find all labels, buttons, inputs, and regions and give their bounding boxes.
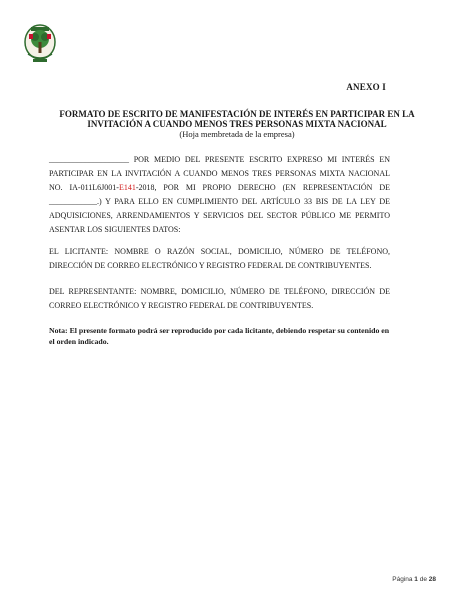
name-blank: ____________________	[49, 155, 129, 164]
document-title	[40, 109, 434, 129]
bidder-paragraph: EL LICITANTE: NOMBRE O RAZÓN SOCIAL, DOMICILIO, NÚMERO DE TELÉFONO, DIRECCIÓN DE CORREO ELECTRÓNICO Y REGISTRO FEDERAL DE CONTRIBUYENTES.	[49, 247, 390, 270]
declaration-paragraph: ____________________ POR MEDIO DEL PRESENTE ESCRITO EXPRESO MI INTERÉS EN PARTICIPAR EN LA INVITACIÓN A CUANDO MENOS TRES PERSONAS MIXTA NACIONAL NO. IA-011L6J001-E141-2018, POR MI PROPIO DERECHO (EN REPRESENTACIÓN DE ____________.) Y PARA ELLO EN CUMPLIMIENTO DEL ARTÍCULO 33 BIS DE LA LEY DE ADQUISICIONES, ARRENDAMIENTOS Y SERVICIOS DEL SECTOR PÚBLICO ME PERMITO ASENTAR LOS SIGUIENTES DATOS:	[49, 155, 390, 234]
annex-label: ANEXO I	[346, 82, 386, 92]
page-number: Página 1 de 28	[392, 576, 436, 583]
title-line-1: FORMATO DE ESCRITO DE MANIFESTACIÓN DE INTERÉS EN PARTICIPAR EN LA	[59, 109, 415, 119]
municipal-coat-of-arms-icon	[22, 22, 58, 68]
representation-blank: ____________	[49, 197, 97, 206]
document-subtitle: (Hoja membretada de la empresa)	[179, 129, 295, 139]
title-line-2: INVITACIÓN A CUANDO MENOS TRES PERSONAS MIXTA NACIONAL	[87, 119, 387, 129]
invitation-code-red: E141	[118, 183, 136, 192]
note-paragraph: Nota: El presente formato podrá ser reproducido por cada licitante, debiendo respetar su contenido en el orden indicado.	[49, 326, 390, 346]
representative-paragraph: DEL REPRESENTANTE: NOMBRE, DOMICILIO, NÚMERO DE TELÉFONO, DIRECCIÓN DE CORREO ELECTRÓNICO Y REGISTRO FEDERAL DE CONTRIBUYENTES.	[49, 287, 390, 310]
